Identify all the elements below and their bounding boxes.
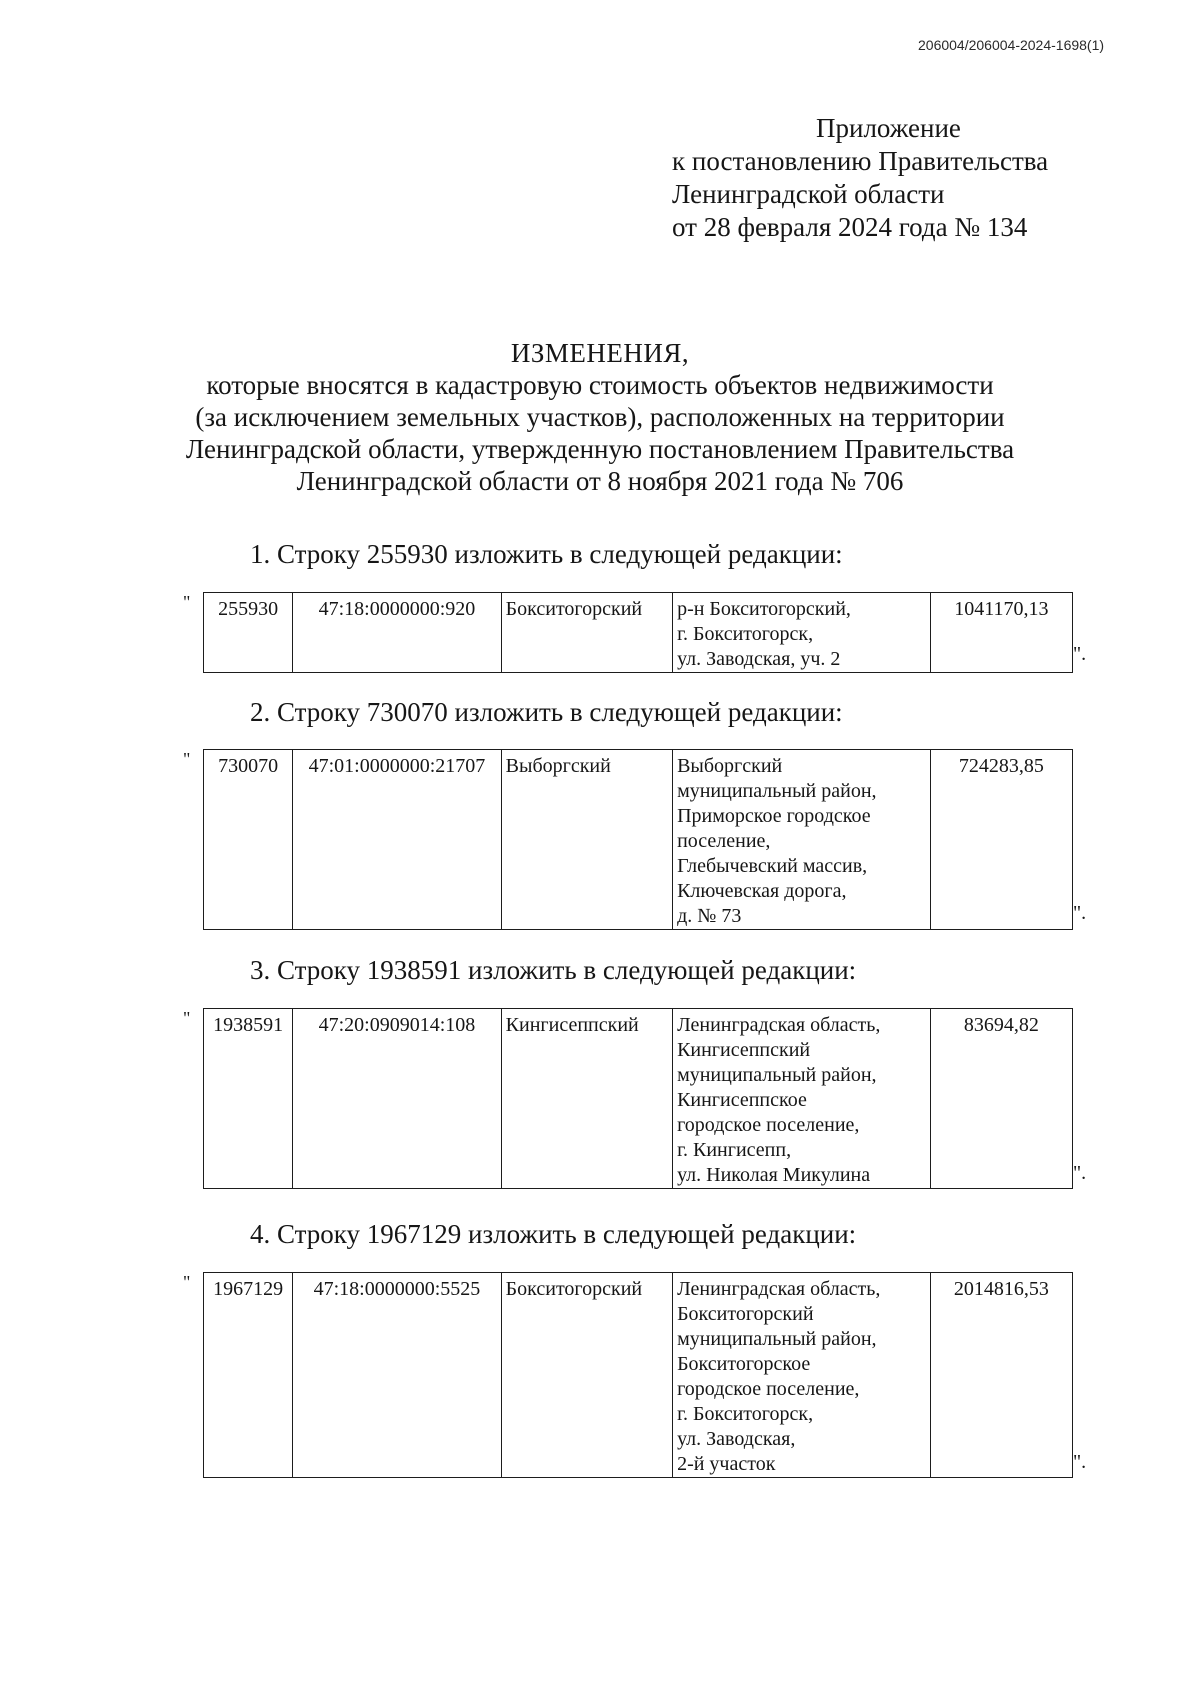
row-table-4 xyxy=(203,1272,1073,1478)
address-line: г. Кингисепп, xyxy=(677,1139,792,1161)
address-line: г. Бокситогорск, xyxy=(677,1403,814,1425)
address-line: Кингисеппское xyxy=(677,1089,807,1111)
address-line: 2-й участок xyxy=(677,1453,776,1475)
row-table-2 xyxy=(203,749,1073,930)
cell-cadastral-number: 47:20:0909014:108 xyxy=(293,1009,501,1189)
cell-cadastral-value: 83694,82 xyxy=(930,1009,1072,1189)
address-line: Глебычевский массив, xyxy=(677,855,868,877)
address-line: муниципальный район, xyxy=(677,1064,877,1086)
address-line: р-н Бокситогорский, xyxy=(677,598,851,620)
section-title-3: 3. Строку 1938591 изложить в следующей редакции: xyxy=(250,955,857,985)
appendix-line: к постановлению Правительства xyxy=(672,146,1049,176)
table-row xyxy=(204,1273,1073,1478)
document-title xyxy=(0,337,1200,497)
address-line: муниципальный район, xyxy=(677,1328,877,1350)
appendix-line: от 28 февраля 2024 года № 134 xyxy=(672,212,1028,242)
address-line: Выборгский xyxy=(677,755,783,777)
address-line: д. № 73 xyxy=(677,905,742,927)
cell-row-number: 255930 xyxy=(204,593,293,673)
opening-quote: " xyxy=(183,1008,191,1028)
closing-quote: ". xyxy=(1073,1162,1087,1184)
cell-cadastral-number: 47:18:0000000:5525 xyxy=(293,1273,501,1478)
cell-cadastral-value: 1041170,13 xyxy=(930,593,1072,673)
table-row xyxy=(204,593,1073,673)
address-line: поселение, xyxy=(677,830,771,852)
closing-quote: ". xyxy=(1073,1451,1087,1473)
cell-row-number: 1967129 xyxy=(204,1273,293,1478)
address-line: муниципальный район, xyxy=(677,780,877,802)
table-row xyxy=(204,750,1073,930)
title-line: Ленинградской области от 8 ноября 2021 года № 706 xyxy=(296,466,904,496)
address-line: Приморское городское xyxy=(677,805,871,827)
cell-row-number: 1938591 xyxy=(204,1009,293,1189)
cell-address xyxy=(673,593,931,673)
address-line: Ленинградская область, xyxy=(677,1014,881,1036)
row-table-1 xyxy=(203,592,1073,673)
address-line: Кингисеппский xyxy=(677,1039,811,1061)
appendix-line: Ленинградской области xyxy=(672,179,945,209)
address-line: Ленинградская область, xyxy=(677,1278,881,1300)
appendix-line: Приложение xyxy=(816,113,961,143)
address-line: Бокситогорское xyxy=(677,1353,811,1375)
closing-quote: ". xyxy=(1073,902,1087,924)
cell-cadastral-value: 724283,85 xyxy=(930,750,1072,930)
opening-quote: " xyxy=(183,1272,191,1292)
cell-district: Бокситогорский xyxy=(501,593,672,673)
cell-address xyxy=(673,1273,931,1478)
cell-district: Бокситогорский xyxy=(501,1273,672,1478)
title-heading: ИЗМЕНЕНИЯ, xyxy=(510,338,690,368)
address-line: г. Бокситогорск, xyxy=(677,623,814,645)
address-line: городское поселение, xyxy=(677,1114,860,1136)
address-line: ул. Заводская, xyxy=(677,1428,796,1450)
cell-cadastral-number: 47:01:0000000:21707 xyxy=(293,750,501,930)
appendix-header xyxy=(672,112,1142,244)
title-line: (за исключением земельных участков), расположенных на территории xyxy=(195,402,1005,432)
row-table-3 xyxy=(203,1008,1073,1189)
cell-address xyxy=(673,1009,931,1189)
document-registration-number: 206004/206004-2024-1698(1) xyxy=(918,37,1105,53)
section-title-1: 1. Строку 255930 изложить в следующей редакции: xyxy=(250,539,843,569)
address-line: городское поселение, xyxy=(677,1378,860,1400)
opening-quote: " xyxy=(183,749,191,769)
title-line: Ленинградской области, утвержденную постановлением Правительства xyxy=(185,434,1015,464)
section-title-2: 2. Строку 730070 изложить в следующей редакции: xyxy=(250,697,843,727)
cell-address xyxy=(673,750,931,930)
cell-cadastral-number: 47:18:0000000:920 xyxy=(293,593,501,673)
title-line: которые вносятся в кадастровую стоимость объектов недвижимости xyxy=(206,370,994,400)
cell-district: Выборгский xyxy=(501,750,672,930)
cell-district: Кингисеппский xyxy=(501,1009,672,1189)
opening-quote: " xyxy=(183,592,191,612)
address-line: ул. Заводская, уч. 2 xyxy=(677,648,841,670)
address-line: ул. Николая Микулина xyxy=(677,1164,871,1186)
table-row xyxy=(204,1009,1073,1189)
cell-row-number: 730070 xyxy=(204,750,293,930)
cell-cadastral-value: 2014816,53 xyxy=(930,1273,1072,1478)
section-title-4: 4. Строку 1967129 изложить в следующей редакции: xyxy=(250,1219,857,1249)
address-line: Бокситогорский xyxy=(677,1303,814,1325)
closing-quote: ". xyxy=(1073,643,1087,665)
address-line: Ключевская дорога, xyxy=(677,880,847,902)
